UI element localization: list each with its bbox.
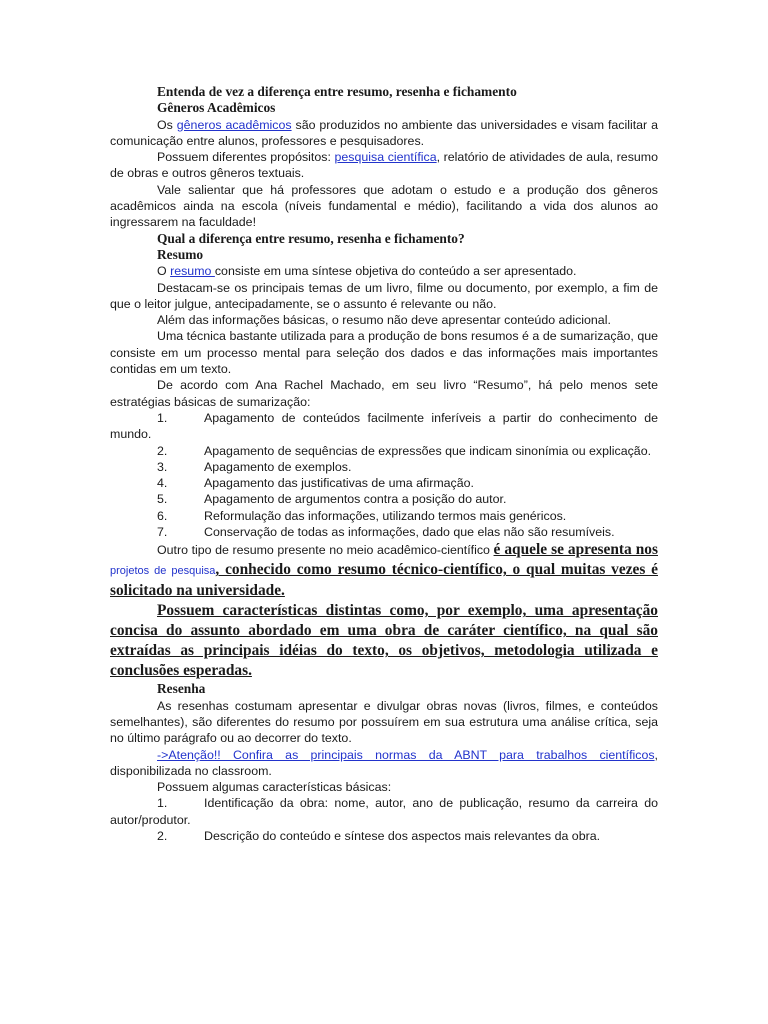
list-item <box>110 828 658 844</box>
paragraph <box>110 747 658 780</box>
text: Outro tipo de resumo presente no meio acadêmico-científico <box>157 543 494 558</box>
question-heading: Qual a diferença entre resumo, resenha e fichamento? <box>157 230 465 246</box>
link-generos-academicos[interactable]: gêneros acadêmicos <box>176 117 292 132</box>
bold-text: , conhecido como resumo técnico-científico, o qual muitas vezes é solicitado na universidade. <box>110 561 658 600</box>
list-item <box>110 508 658 524</box>
section-heading-resumo: Resumo <box>157 246 204 262</box>
section-heading-resenha: Resenha <box>157 681 206 697</box>
list-number: 7. <box>157 525 168 540</box>
list-number: 5. <box>157 492 168 507</box>
list-item <box>110 475 658 491</box>
paragraph <box>110 263 658 279</box>
list-item <box>110 795 658 828</box>
paragraph: Possuem algumas características básicas: <box>157 780 392 795</box>
text: são produzidos no ambiente das universidades e visam facilitar a comunicação entre alunos, professores e pesquisadores. <box>110 117 659 148</box>
link-pesquisa-cientifica[interactable]: pesquisa científica <box>334 150 437 165</box>
paragraph: Destacam-se os principais temas de um livro, filme ou documento, por exemplo, a fim de que o leitor julgue, antecipadamente, se o assunto é relevante ou não. <box>110 280 658 311</box>
list-number: 6. <box>157 508 168 523</box>
list-item <box>110 459 658 475</box>
list-number: 2. <box>157 828 168 843</box>
paragraph: Uma técnica bastante utilizada para a produção de bons resumos é a de sumarização, que consiste em um processo mental para seleção dos dados e das informações mais importantes contidas em um texto. <box>110 329 658 377</box>
list-text: Conservação de todas as informações, dado que elas não são resumíveis. <box>204 525 615 540</box>
list-text: Apagamento das justificativas de uma afirmação. <box>204 476 474 491</box>
document-title: Entenda de vez a diferença entre resumo, resenha e fichamento <box>157 84 517 99</box>
characteristics-list <box>110 795 658 844</box>
link-resumo[interactable]: resumo <box>170 264 215 279</box>
strategies-list <box>110 410 658 540</box>
list-text: Apagamento de argumentos contra a posição do autor. <box>204 492 507 507</box>
list-number: 3. <box>157 459 168 474</box>
list-number: 1. <box>157 410 168 425</box>
paragraph <box>110 149 658 182</box>
text: Os <box>157 117 177 132</box>
link-normas-abnt[interactable]: ->Atenção!! Confira as principais normas da ABNT para trabalhos científicos <box>157 747 655 762</box>
list-item <box>110 524 658 540</box>
text: O <box>157 264 171 279</box>
paragraph: Vale salientar que há professores que adotam o estudo e a produção dos gêneros acadêmicos ainda na escola (níveis fundamental e médio), facilitando a vida dos alunos ao ingressarem na faculdade! <box>110 182 658 230</box>
list-number: 1. <box>157 796 168 811</box>
text: , disponibilizada no classroom. <box>110 747 658 778</box>
list-text: Reformulação das informações, utilizando termos mais genéricos. <box>204 508 567 523</box>
list-item <box>110 491 658 507</box>
list-number: 4. <box>157 476 168 491</box>
link-projetos-de-pesquisa[interactable]: projetos de pesquisa <box>110 565 216 578</box>
list-item <box>110 410 658 443</box>
list-number: 2. <box>157 443 168 458</box>
list-item <box>110 443 658 459</box>
text: Possuem diferentes propósitos: <box>157 150 335 165</box>
list-text: Identificação da obra: nome, autor, ano de publicação, resumo da carreira do autor/produtor. <box>110 796 658 827</box>
paragraph <box>110 540 658 601</box>
list-text: Apagamento de sequências de expressões que indicam sinonímia ou explicação. <box>204 443 652 458</box>
paragraph: Além das informações básicas, o resumo não deve apresentar conteúdo adicional. <box>157 313 611 328</box>
bold-text: é aquele se apresenta nos <box>493 541 658 559</box>
text: consiste em uma síntese objetiva do conteúdo a ser apresentado. <box>214 264 577 279</box>
list-text: Apagamento de exemplos. <box>204 459 352 474</box>
section-heading-generos: Gêneros Acadêmicos <box>157 100 276 116</box>
paragraph: De acordo com Ana Rachel Machado, em seu livro “Resumo”, há pelo menos sete estratégias básicas de sumarização: <box>110 378 658 409</box>
list-text: Apagamento de conteúdos facilmente inferíveis a partir do conhecimento de mundo. <box>110 410 658 442</box>
list-text: Descrição do conteúdo e síntese dos aspectos mais relevantes da obra. <box>204 828 601 843</box>
paragraph: As resenhas costumam apresentar e divulgar obras novas (livros, filmes, e conteúdos semelhantes), são diferentes do resumo por possuírem em sua estrutura uma análise crítica, seja no último parágrafo ou ao decorrer do texto. <box>110 698 658 746</box>
text: , relatório de atividades de aula, resumo de obras e outros gêneros textuais. <box>110 150 658 181</box>
paragraph <box>110 117 658 150</box>
bold-text: Possuem características distintas como, por exemplo, uma apresentação concisa do assunto abordado em uma obra de caráter científico, na qual são extraídas as principais idéias do texto, os objetivos, metodologia utilizada e conclusões esperadas. <box>110 602 658 680</box>
paragraph <box>110 601 658 681</box>
